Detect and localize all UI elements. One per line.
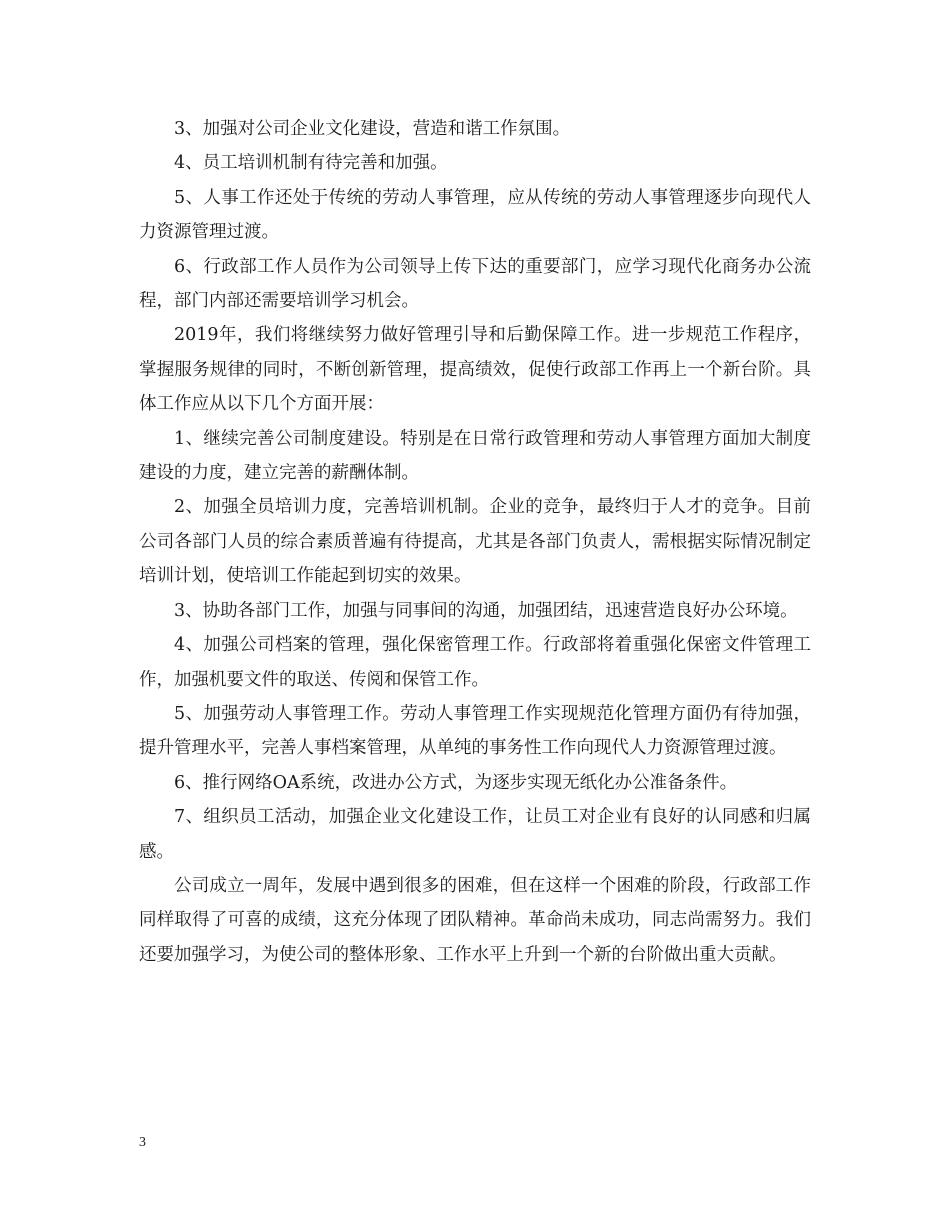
paragraph-item-5-personnel: 5、人事工作还处于传统的劳动人事管理，应从传统的劳动人事管理逐步向现代人力资源管理过渡。	[139, 187, 811, 243]
paragraph-conclusion: 公司成立一周年，发展中遇到很多的困难，但在这样一个困难的阶段，行政部工作同样取得了可喜的成绩，这充分体现了团队精神。革命尚未成功，同志尚需努力。我们还要加强学习，为使公司的整体形象、工作水平上升到一个新的台阶做出重大贡献。	[139, 875, 811, 965]
paragraph-plan-3: 3、协助各部门工作，加强与同事间的沟通，加强团结，迅速营造良好办公环境。	[174, 600, 798, 621]
paragraph-item-4-training: 4、员工培训机制有待完善和加强。	[174, 153, 448, 174]
paragraph-item-6-admin-staff: 6、行政部工作人员作为公司领导上传下达的重要部门，应学习现代化商务办公流程，部门内部还需要培训学习机会。	[139, 256, 811, 312]
paragraph-plan-4: 4、加强公司档案的管理，强化保密管理工作。行政部将着重强化保密文件管理工作，加强机要文件的取送、传阅和保管工作。	[139, 635, 811, 690]
paragraph-plan-1: 1、继续完善公司制度建设。特别是在日常行政管理和劳动人事管理方面加大制度建设的力度，建立完善的薪酬体制。	[139, 428, 811, 484]
paragraph-plan-6: 6、推行网络OA系统，改进办公方式，为逐步实现无纸化办公准备条件。	[174, 772, 738, 793]
paragraph-item-3-culture: 3、加强对公司企业文化建设，营造和谐工作氛围。	[174, 119, 571, 139]
paragraph-plan-5: 5、加强劳动人事管理工作。劳动人事管理工作实现规范化管理方面仍有待加强，提升管理水平，完善人事档案管理，从单纯的事务性工作向现代人力资源管理过渡。	[139, 703, 811, 759]
paragraph-plan-2: 2、加强全员培训力度，完善培训机制。企业的竞争，最终归于人才的竞争。目前公司各部门人员的综合素质普遍有待提高，尤其是各部门负责人，需根据实际情况制定培训计划，使培训工作能起到切实的效果。	[139, 497, 811, 587]
paragraph-2019-plan: 2019年，我们将继续努力做好管理引导和后勤保障工作。进一步规范工作程序，掌握服务规律的同时，不断创新管理，提高绩效，促使行政部工作再上一个新台阶。具体工作应从以下几个方面开展：	[139, 325, 811, 415]
document-body	[139, 112, 811, 972]
page-number: 3	[139, 1135, 146, 1150]
paragraph-plan-7: 7、组织员工活动，加强企业文化建设工作，让员工对企业有良好的认同感和归属感。	[139, 807, 811, 862]
